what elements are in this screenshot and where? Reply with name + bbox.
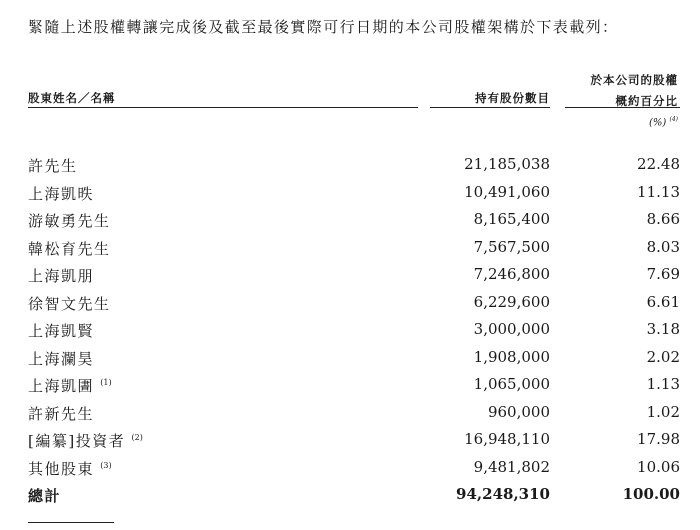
shareholder-name — [28, 238, 111, 259]
table-row — [28, 403, 680, 431]
table-row — [28, 238, 680, 266]
table-row — [28, 320, 680, 348]
unit-label: (%) — [649, 117, 667, 129]
footnote-marker: (3) — [100, 460, 112, 470]
header-rule-shares — [430, 107, 550, 108]
shareholder-name-text: 韓松育先生 — [28, 239, 111, 258]
shareholder-name — [28, 210, 111, 231]
shareholding-percentage: 3.18 — [646, 320, 680, 338]
total-percentage: 100.00 — [622, 485, 680, 503]
shares-held: 16,948,110 — [464, 430, 550, 448]
shareholder-name-text: 徐智文先生 — [28, 294, 111, 313]
shareholding-percentage: 2.02 — [646, 347, 680, 366]
shareholding-percentage: 7.69 — [646, 265, 680, 283]
shareholder-name — [28, 458, 112, 479]
shares-held: 7,246,800 — [473, 265, 550, 283]
column-header-percentage-line2: 概約百分比 — [615, 94, 678, 108]
shares-held: 21,185,038 — [464, 155, 550, 173]
table-row — [28, 210, 680, 238]
shareholder-name-text: 其他股東 — [28, 459, 95, 478]
total-label: 總計 — [28, 487, 62, 505]
shareholding-percentage: 8.66 — [646, 210, 680, 228]
column-header-percentage — [591, 70, 679, 112]
shares-held: 960,000 — [487, 402, 550, 421]
table-row — [28, 458, 680, 486]
shareholding-percentage: 22.48 — [637, 155, 680, 173]
header-rule-shareholder — [28, 107, 418, 108]
shares-held: 8,165,400 — [473, 210, 550, 228]
shareholder-name — [28, 375, 112, 396]
shareholder-name-text: 上海瀾昊 — [28, 349, 95, 368]
shareholder-name — [28, 348, 94, 369]
shareholding-percentage: 8.03 — [646, 237, 680, 256]
column-header-percentage-line1: 於本公司的股權 — [590, 73, 678, 87]
shareholding-percentage: 1.13 — [646, 375, 680, 393]
shareholder-name-text: 游敏勇先生 — [28, 212, 111, 230]
shareholding-percentage: 10.06 — [637, 457, 680, 476]
shareholder-name — [28, 155, 78, 176]
shares-held: 7,567,500 — [473, 237, 550, 256]
shareholder-name — [28, 293, 111, 314]
shares-held: 3,000,000 — [473, 320, 550, 338]
table-row — [28, 265, 680, 293]
table-row — [28, 375, 680, 403]
shares-held: 9,481,802 — [473, 457, 550, 476]
shares-held: 10,491,060 — [464, 182, 550, 201]
shareholder-name-text: 上海凱圕 — [28, 377, 95, 395]
shareholder-name-text: 上海凱賢 — [28, 322, 95, 340]
intro-paragraph: 緊隨上述股權轉讓完成後及截至最後實際可行日期的本公司股權架構於下表載列： — [28, 18, 619, 36]
footnote-marker: (2) — [131, 433, 143, 442]
column-header-shares: 持有股份數目 — [475, 91, 550, 105]
shares-held: 1,908,000 — [473, 347, 550, 366]
header-rule-percentage — [565, 107, 680, 108]
column-header-shareholder: 股東姓名／名稱 — [28, 91, 116, 105]
shareholding-percentage: 17.98 — [637, 430, 680, 448]
shareholding-percentage: 11.13 — [637, 182, 680, 201]
table-row — [28, 430, 680, 458]
table-row — [28, 155, 680, 183]
unit-footnote-marker: (4) — [669, 116, 678, 123]
shareholder-name — [28, 430, 143, 451]
shareholder-name — [28, 265, 94, 286]
shareholder-name-text: 許新先生 — [28, 404, 95, 423]
footnote-marker: (1) — [100, 378, 112, 387]
shareholder-name — [28, 320, 94, 341]
shareholder-name-text: 上海凱朋 — [28, 267, 95, 285]
shareholder-name-text: [編纂]投資者 — [28, 432, 126, 450]
total-row — [28, 485, 680, 513]
shareholding-percentage: 6.61 — [646, 292, 680, 311]
percentage-unit — [649, 116, 678, 128]
total-shares: 94,248,310 — [456, 485, 550, 503]
shares-held: 6,229,600 — [473, 292, 550, 311]
footnote-rule — [28, 522, 114, 523]
table-row — [28, 183, 680, 211]
shareholder-name — [28, 183, 94, 204]
table-row — [28, 293, 680, 321]
shareholding-percentage: 1.02 — [646, 402, 680, 421]
shareholder-name-text: 上海凱昳 — [28, 184, 95, 203]
shareholder-name — [28, 403, 94, 424]
table-row — [28, 348, 680, 376]
shareholder-name-text: 許先生 — [28, 157, 78, 175]
shares-held: 1,065,000 — [473, 375, 550, 393]
